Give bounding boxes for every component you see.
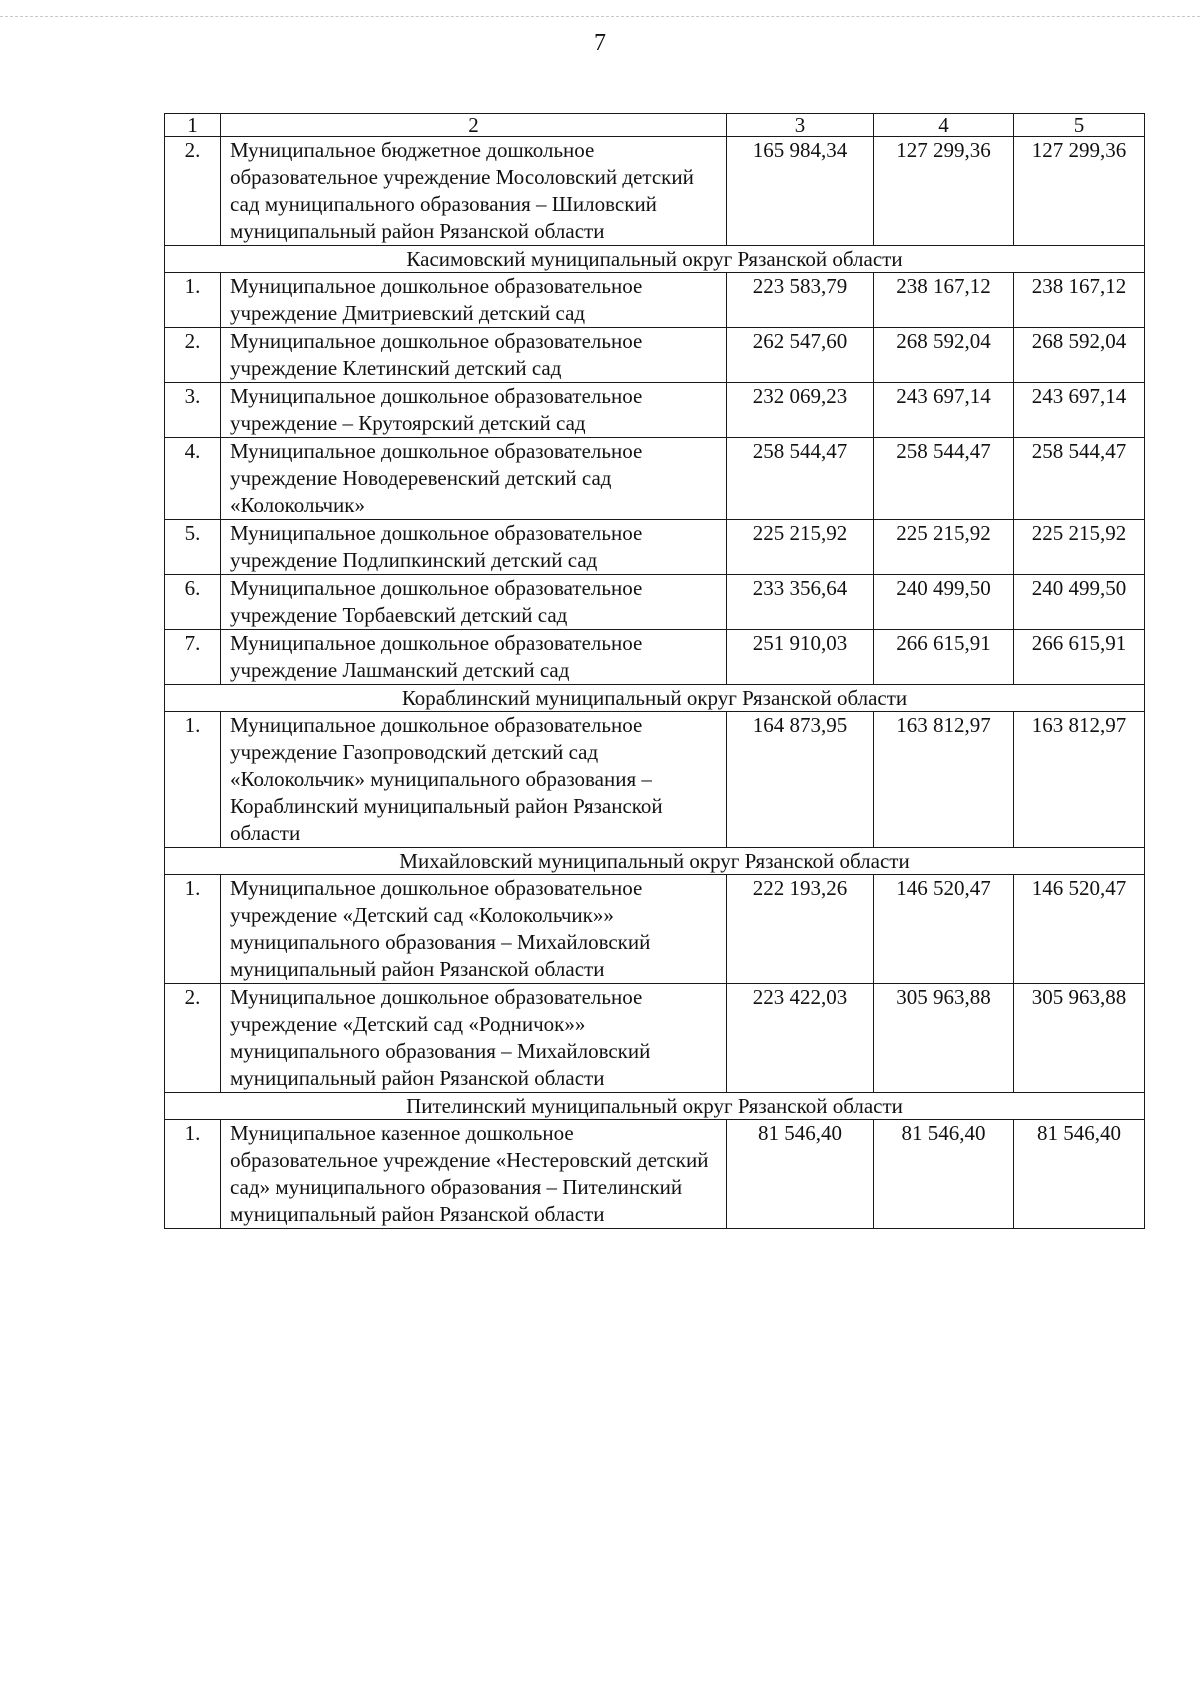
institution-name-cell: Муниципальное дошкольное образовательное учреждение Лашманский детский сад bbox=[221, 630, 727, 685]
table-body bbox=[165, 114, 1145, 1229]
value-col5-cell: 240 499,50 bbox=[1014, 575, 1145, 630]
value-col3-cell: 233 356,64 bbox=[727, 575, 874, 630]
row-number-cell: 7. bbox=[165, 630, 221, 685]
value-col5-cell: 258 544,47 bbox=[1014, 438, 1145, 520]
table-row bbox=[165, 520, 1145, 575]
institution-name-cell: Муниципальное дошкольное образовательное учреждение «Детский сад «Колокольчик»» муниципального образования – Михайловский муниципальный район Рязанской области bbox=[221, 875, 727, 984]
value-col4-cell: 305 963,88 bbox=[874, 984, 1014, 1093]
value-col4-cell: 225 215,92 bbox=[874, 520, 1014, 575]
value-col3-cell: 164 873,95 bbox=[727, 712, 874, 848]
value-col3-cell: 165 984,34 bbox=[727, 137, 874, 246]
value-col3-cell: 223 422,03 bbox=[727, 984, 874, 1093]
section-title: Кораблинский муниципальный округ Рязанской области bbox=[165, 685, 1145, 712]
value-col4-cell: 238 167,12 bbox=[874, 273, 1014, 328]
institution-name-cell: Муниципальное бюджетное дошкольное образовательное учреждение Мосоловский детский сад муниципального образования – Шиловский муниципальный район Рязанской области bbox=[221, 137, 727, 246]
column-header: 2 bbox=[221, 114, 727, 137]
table-row bbox=[165, 438, 1145, 520]
table-header-row bbox=[165, 114, 1145, 137]
table-row bbox=[165, 712, 1145, 848]
value-col5-cell: 238 167,12 bbox=[1014, 273, 1145, 328]
value-col3-cell: 81 546,40 bbox=[727, 1120, 874, 1229]
value-col5-cell: 268 592,04 bbox=[1014, 328, 1145, 383]
institution-name-cell: Муниципальное дошкольное образовательное учреждение Торбаевский детский сад bbox=[221, 575, 727, 630]
value-col5-cell: 305 963,88 bbox=[1014, 984, 1145, 1093]
institution-name-cell: Муниципальное казенное дошкольное образовательное учреждение «Нестеровский детский сад» муниципального образования – Пителинский муниципальный район Рязанской области bbox=[221, 1120, 727, 1229]
institution-name-cell: Муниципальное дошкольное образовательное учреждение Клетинский детский сад bbox=[221, 328, 727, 383]
table-row bbox=[165, 575, 1145, 630]
column-header: 1 bbox=[165, 114, 221, 137]
section-header-row bbox=[165, 685, 1145, 712]
row-number-cell: 5. bbox=[165, 520, 221, 575]
value-col3-cell: 258 544,47 bbox=[727, 438, 874, 520]
value-col4-cell: 240 499,50 bbox=[874, 575, 1014, 630]
row-number-cell: 2. bbox=[165, 984, 221, 1093]
table-row bbox=[165, 1120, 1145, 1229]
value-col5-cell: 266 615,91 bbox=[1014, 630, 1145, 685]
row-number-cell: 2. bbox=[165, 137, 221, 246]
page-number: 7 bbox=[594, 30, 606, 56]
value-col5-cell: 243 697,14 bbox=[1014, 383, 1145, 438]
column-header: 4 bbox=[874, 114, 1014, 137]
section-title: Михайловский муниципальный округ Рязанской области bbox=[165, 848, 1145, 875]
value-col4-cell: 266 615,91 bbox=[874, 630, 1014, 685]
value-col5-cell: 225 215,92 bbox=[1014, 520, 1145, 575]
value-col3-cell: 232 069,23 bbox=[727, 383, 874, 438]
institution-name-cell: Муниципальное дошкольное образовательное учреждение Новодеревенский детский сад «Колокольчик» bbox=[221, 438, 727, 520]
section-header-row bbox=[165, 246, 1145, 273]
institution-name-cell: Муниципальное дошкольное образовательное учреждение Подлипкинский детский сад bbox=[221, 520, 727, 575]
column-header: 3 bbox=[727, 114, 874, 137]
table-row bbox=[165, 984, 1145, 1093]
institution-name-cell: Муниципальное дошкольное образовательное учреждение Газопроводский детский сад «Колокольчик» муниципального образования – Кораблинский муниципальный район Рязанской области bbox=[221, 712, 727, 848]
institution-name-cell: Муниципальное дошкольное образовательное учреждение – Крутоярский детский сад bbox=[221, 383, 727, 438]
row-number-cell: 2. bbox=[165, 328, 221, 383]
table-row bbox=[165, 383, 1145, 438]
row-number-cell: 1. bbox=[165, 273, 221, 328]
column-header: 5 bbox=[1014, 114, 1145, 137]
value-col4-cell: 243 697,14 bbox=[874, 383, 1014, 438]
table-row bbox=[165, 875, 1145, 984]
row-number-cell: 1. bbox=[165, 875, 221, 984]
value-col4-cell: 127 299,36 bbox=[874, 137, 1014, 246]
section-title: Пителинский муниципальный округ Рязанской области bbox=[165, 1093, 1145, 1120]
section-header-row bbox=[165, 1093, 1145, 1120]
row-number-cell: 1. bbox=[165, 1120, 221, 1229]
section-title: Касимовский муниципальный округ Рязанской области bbox=[165, 246, 1145, 273]
value-col4-cell: 258 544,47 bbox=[874, 438, 1014, 520]
value-col3-cell: 225 215,92 bbox=[727, 520, 874, 575]
value-col4-cell: 81 546,40 bbox=[874, 1120, 1014, 1229]
value-col5-cell: 163 812,97 bbox=[1014, 712, 1145, 848]
value-col4-cell: 268 592,04 bbox=[874, 328, 1014, 383]
table-row bbox=[165, 630, 1145, 685]
institution-name-cell: Муниципальное дошкольное образовательное учреждение Дмитриевский детский сад bbox=[221, 273, 727, 328]
table-row bbox=[165, 328, 1145, 383]
value-col4-cell: 163 812,97 bbox=[874, 712, 1014, 848]
row-number-cell: 3. bbox=[165, 383, 221, 438]
value-col5-cell: 146 520,47 bbox=[1014, 875, 1145, 984]
value-col3-cell: 222 193,26 bbox=[727, 875, 874, 984]
scan-edge-line bbox=[0, 16, 1200, 17]
value-col3-cell: 262 547,60 bbox=[727, 328, 874, 383]
table-row bbox=[165, 273, 1145, 328]
row-number-cell: 6. bbox=[165, 575, 221, 630]
section-header-row bbox=[165, 848, 1145, 875]
value-col5-cell: 127 299,36 bbox=[1014, 137, 1145, 246]
value-col5-cell: 81 546,40 bbox=[1014, 1120, 1145, 1229]
value-col3-cell: 251 910,03 bbox=[727, 630, 874, 685]
row-number-cell: 1. bbox=[165, 712, 221, 848]
table-row bbox=[165, 137, 1145, 246]
row-number-cell: 4. bbox=[165, 438, 221, 520]
allocation-table bbox=[164, 113, 1145, 1229]
institution-name-cell: Муниципальное дошкольное образовательное учреждение «Детский сад «Родничок»» муниципального образования – Михайловский муниципальный район Рязанской области bbox=[221, 984, 727, 1093]
value-col4-cell: 146 520,47 bbox=[874, 875, 1014, 984]
value-col3-cell: 223 583,79 bbox=[727, 273, 874, 328]
